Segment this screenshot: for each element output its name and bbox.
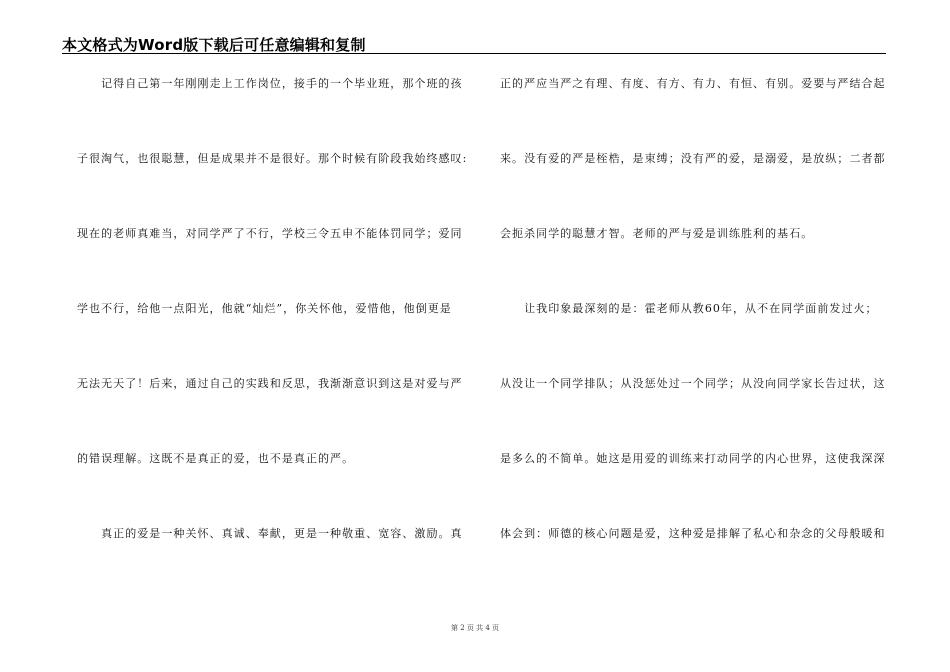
text-line: 正的严应当严之有理、有度、有方、有力、有恒、有别。爱要与严结合起 — [500, 77, 886, 90]
text-line: 让我印象最深刻的是：霍老师从教60年，从不在同学面前发过火； — [500, 302, 878, 315]
text-line: 无法无天了！后来，通过自己的实践和反思，我渐渐意识到这是对爱与严 — [77, 377, 463, 390]
text-line: 记得自己第一年刚刚走上工作岗位，接手的一个毕业班，那个班的孩 — [77, 77, 463, 90]
text-line: 会扼杀同学的聪慧才智。老师的严与爱是训练胜利的基石。 — [500, 227, 814, 240]
text-line: 子很淘气，也很聪慧，但是成果并不是很好。那个时候有阶段我始终感叹: — [77, 152, 468, 165]
text-line: 从没让一个同学排队；从没惩处过一个同学；从没向同学家长告过状，这 — [500, 377, 886, 390]
header-divider — [62, 53, 886, 54]
text-line: 真正的爱是一种关怀、真诚、奉献，更是一种敬重、宽容、激励。真 — [77, 527, 463, 540]
text-line: 现在的老师真难当，对同学严了不行，学校三令五申不能体罚同学；爱同 — [77, 227, 463, 240]
document-header-title: 本文格式为Word版下载后可任意编辑和复制 — [62, 36, 366, 54]
text-line: 体会到：师德的核心问题是爱，这种爱是排解了私心和杂念的父母般暖和 — [500, 527, 886, 540]
text-line: 来。没有爱的严是桎梏，是束缚；没有严的爱，是溺爱，是放纵；二者都 — [500, 152, 886, 165]
text-line: 学也不行，给他一点阳光，他就“灿烂”，你关怀他，爱惜他，他倒更是 — [77, 302, 452, 315]
page-number-footer: 第 2 页 共 4 页 — [450, 624, 500, 632]
text-line: 是多么的不简单。她这是用爱的训练来打动同学的内心世界，这使我深深 — [500, 452, 886, 465]
text-line: 的错误理解。这既不是真正的爱，也不是真正的严。 — [77, 452, 355, 465]
